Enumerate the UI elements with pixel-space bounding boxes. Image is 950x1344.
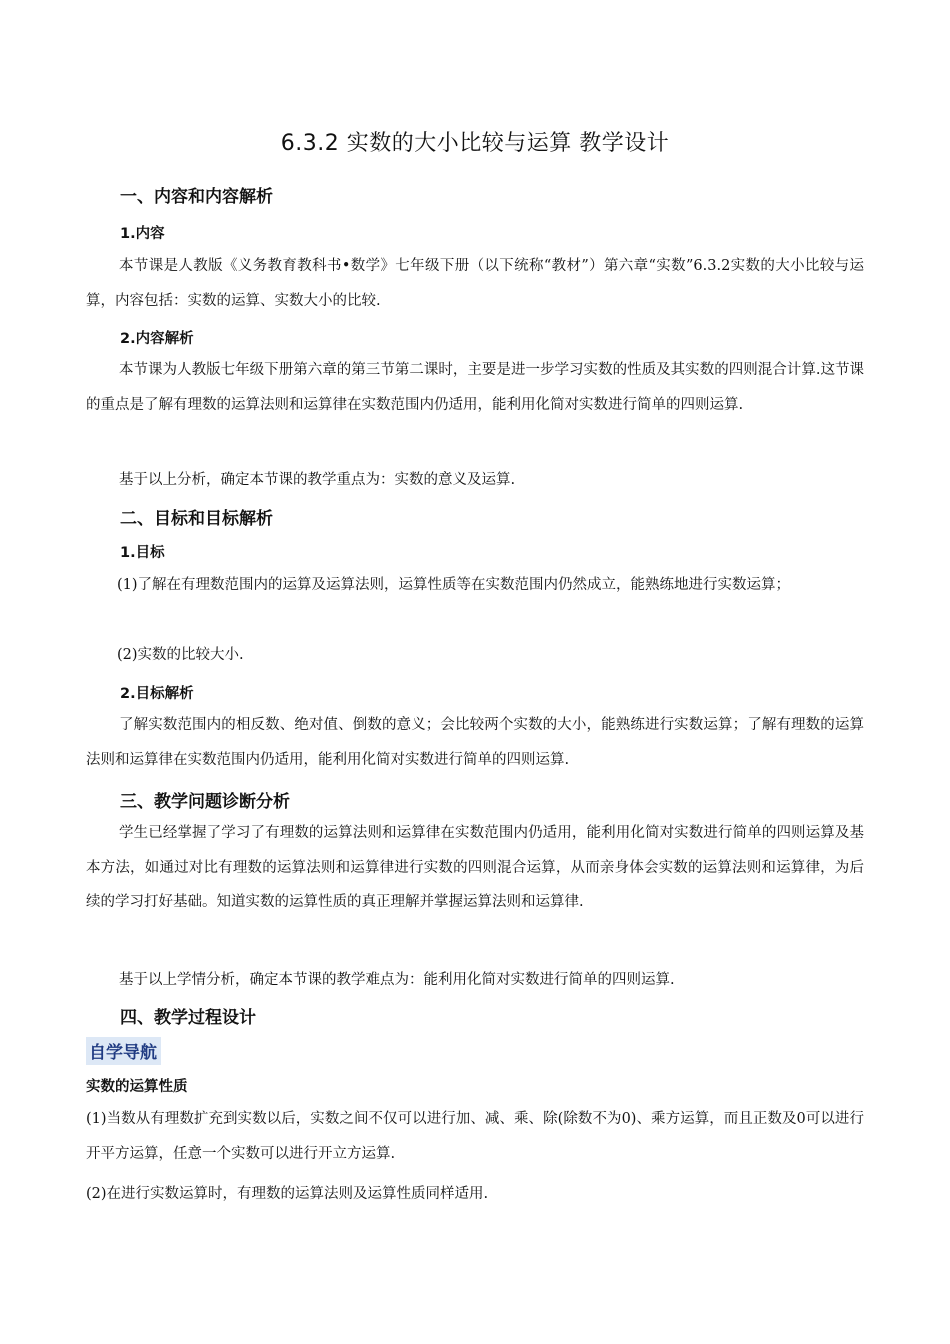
section-heading-content: 一、内容和内容解析 [120,187,273,207]
paragraph-diagnosis: 学生已经掌握了学习了有理数的运算法则和运算律在实数范围内仍适用，能利用化简对实数进行简单的四则运算及基本方法，如通过对比有理数的运算法则和运算律进行实数的四则混合运算，从而亲身体会实数的运算法则和运算律，为后续的学习打好基础。知道实数的运算性质的真正理解并掌握运算法则和运算律. [86,825,864,910]
subheading-goals: 1.目标 [120,545,165,561]
section-heading-goals: 二、目标和目标解析 [120,509,273,529]
subheading-content: 1.内容 [120,226,165,242]
paragraph-property-1: (1)当数从有理数扩充到实数以后，实数之间不仅可以进行加、减、乘、除(除数不为0)、乘方运算，而且正数及0可以进行开平方运算，任意一个实数可以进行开立方运算. [86,1111,864,1162]
self-study-nav-label: 自学导航 [86,1037,161,1065]
paragraph-goal-1: (1)了解在有理数范围内的运算及运算法则，运算性质等在实数范围内仍然成立，能熟练地进行实数运算； [117,577,791,593]
section-heading-process: 四、教学过程设计 [120,1008,256,1028]
paragraph-property-2: (2)在进行实数运算时，有理数的运算法则及运算性质同样适用. [86,1186,489,1202]
page-title: 6.3.2 实数的大小比较与运算 教学设计 [280,131,670,156]
paragraph-content-analysis: 本节课为人教版七年级下册第六章的第三节第二课时，主要是进一步学习实数的性质及其实数的四则混合计算.这节课的重点是了解有理数的运算法则和运算律在实数范围内仍适用，能利用化简对实数进行简单的四则运算. [86,362,864,413]
subheading-operation-properties: 实数的运算性质 [86,1079,188,1095]
subheading-content-analysis: 2.内容解析 [120,331,194,347]
paragraph-goal-2: (2)实数的比较大小. [117,647,244,663]
paragraph-key-point: 基于以上分析，确定本节课的教学重点为：实数的意义及运算. [119,472,516,488]
section-heading-diagnosis: 三、教学问题诊断分析 [120,792,290,812]
subheading-goals-analysis: 2.目标解析 [120,686,194,702]
paragraph-content: 本节课是人教版《义务教育教科书•数学》七年级下册（以下统称“教材”）第六章“实数”6.3.2实数的大小比较与运算，内容包括：实数的运算、实数大小的比较. [86,258,864,309]
paragraph-goals-analysis: 了解实数范围内的相反数、绝对值、倒数的意义；会比较两个实数的大小，能熟练进行实数运算；了解有理数的运算法则和运算律在实数范围内仍适用，能利用化简对实数进行简单的四则运算. [86,717,864,768]
paragraph-difficulty: 基于以上学情分析，确定本节课的教学难点为：能利用化简对实数进行简单的四则运算. [119,972,675,988]
